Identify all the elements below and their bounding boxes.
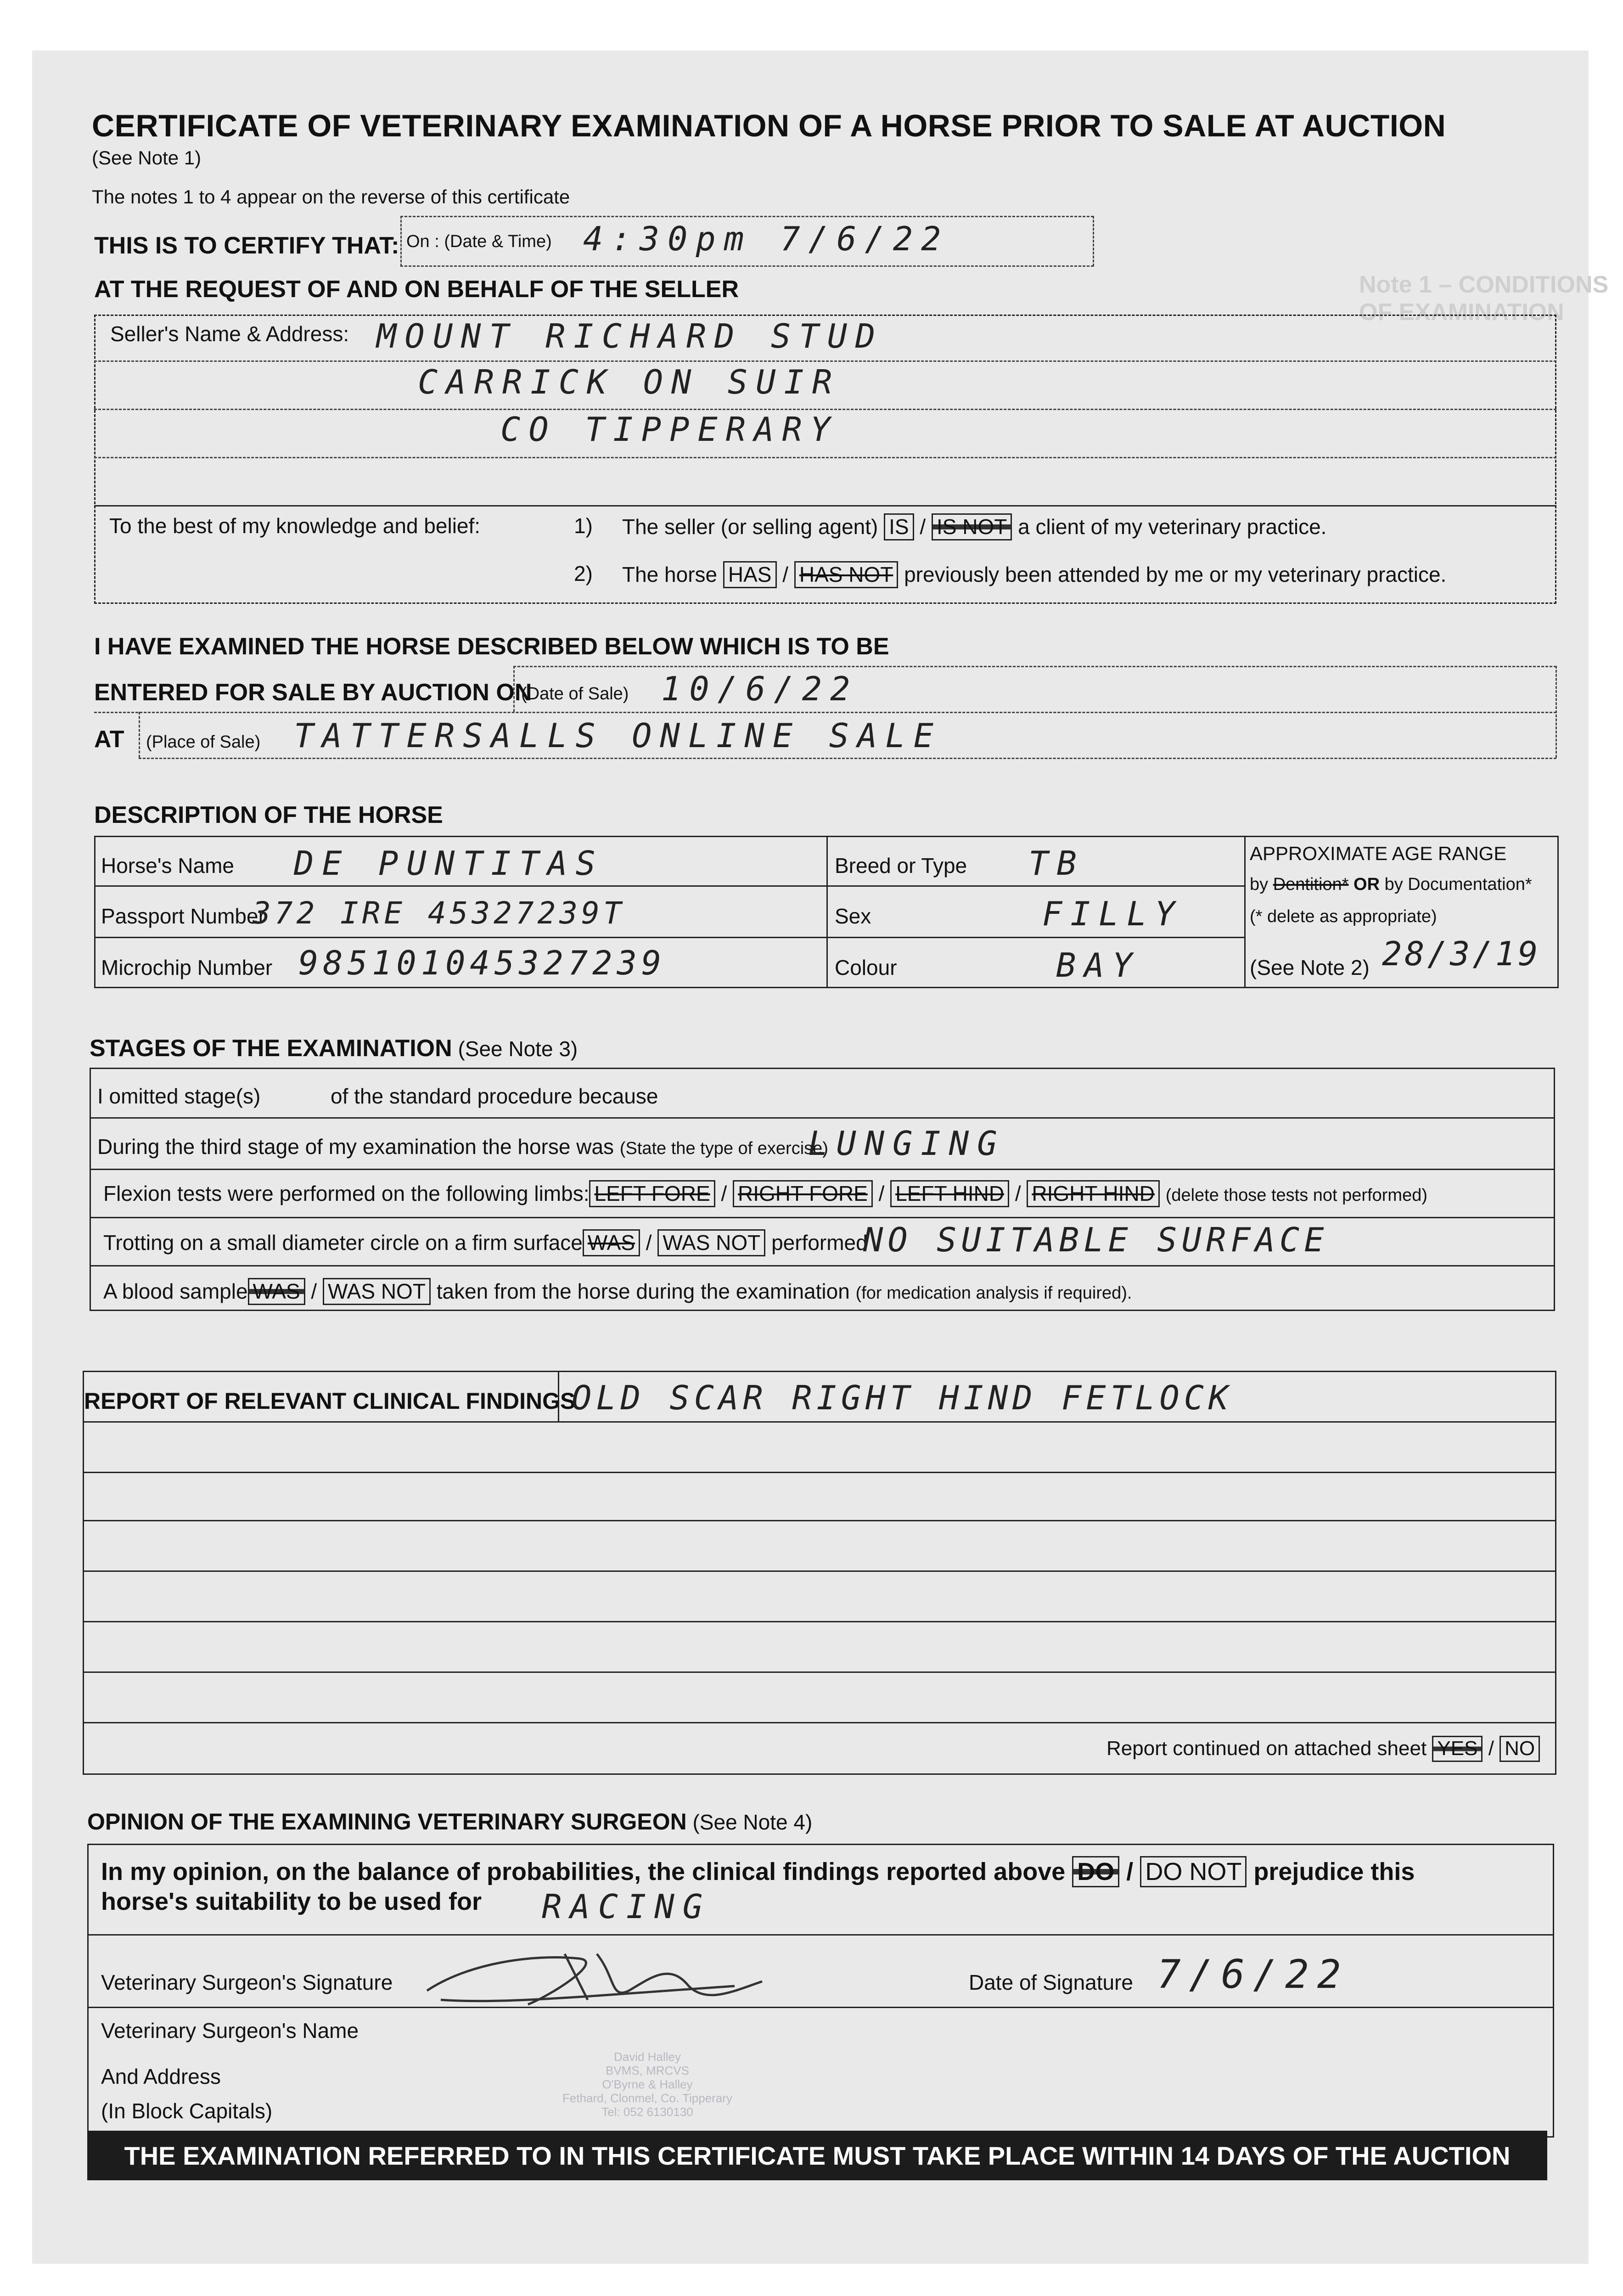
item2-number: 2) xyxy=(574,562,593,585)
footer-banner: THE EXAMINATION REFERRED TO IN THIS CERTIFICATE MUST TAKE PLACE WITHIN 14 DAYS OF THE AUCTION xyxy=(87,2131,1547,2180)
third-stage-hint: (State the type of exercise) xyxy=(619,1139,828,1158)
blood-post: taken from the horse during the examination xyxy=(436,1279,850,1303)
seller-client-pre: The seller (or selling agent) xyxy=(622,515,878,539)
stamp-line-1: David Halley xyxy=(614,2050,681,2064)
trotting-sep: / xyxy=(646,1231,652,1255)
opinion-text1: In my opinion, on the balance of probabilities, the clinical findings reported above xyxy=(101,1858,1066,1885)
flexion-sep-3: / xyxy=(1015,1182,1021,1205)
reverse-bleed-note: Note 1 – CONDITIONS OF EXAMINATION xyxy=(1359,271,1609,326)
omitted-pre: I omitted stage(s) xyxy=(97,1084,261,1108)
is-sep: / xyxy=(920,515,926,539)
seller-address-line2[interactable]: CARRICK ON SUIR xyxy=(418,363,841,401)
opinion-heading: OPINION OF THE EXAMINING VETERINARY SURGEON xyxy=(87,1809,687,1835)
request-label: AT THE REQUEST OF AND ON BEHALF OF THE SELLER xyxy=(94,276,739,303)
on-date-time-value[interactable]: 4:30pm 7/6/22 xyxy=(583,219,949,258)
is-not-option[interactable]: IS NOT xyxy=(932,513,1012,540)
omitted-post: of the standard procedure because xyxy=(331,1084,658,1108)
horse-attended-pre: The horse xyxy=(622,563,718,586)
breed-value[interactable]: TB xyxy=(1028,844,1085,883)
signature-label: Veterinary Surgeon's Signature xyxy=(101,1970,393,1994)
has-not-option[interactable]: HAS NOT xyxy=(794,561,898,588)
is-option[interactable]: IS xyxy=(884,513,914,540)
at-label: AT xyxy=(94,726,124,753)
blood-hint: (for medication analysis if required). xyxy=(855,1283,1132,1303)
description-heading: DESCRIPTION OF THE HORSE xyxy=(94,802,443,828)
vet-name-label: Veterinary Surgeon's Name xyxy=(101,2019,359,2043)
knowledge-label: To the best of my knowledge and belief: xyxy=(109,514,481,538)
sex-label: Sex xyxy=(835,904,871,928)
opinion-use-value[interactable]: RACING xyxy=(542,1887,711,1926)
colour-label: Colour xyxy=(835,956,897,979)
stamp-line-4: Fethard, Clonmel, Co. Tipperary xyxy=(562,2091,732,2105)
age-or: OR xyxy=(1353,875,1380,894)
trotting-post: performed xyxy=(771,1231,868,1255)
flexion-left-hind-option[interactable]: LEFT HIND xyxy=(890,1180,1009,1207)
signature-date-value[interactable]: 7/6/22 xyxy=(1157,1952,1349,1998)
microchip-label: Microchip Number xyxy=(101,956,273,979)
report-continued-sep: / xyxy=(1488,1737,1494,1760)
age-delete-note: (* delete as appropriate) xyxy=(1250,907,1437,926)
horse-attended-post: previously been attended by me or my veterinary practice. xyxy=(904,563,1447,586)
opinion-heading-row xyxy=(87,1808,812,1835)
opinion-do-option[interactable]: DO xyxy=(1072,1856,1119,1887)
trotting-value[interactable]: NO SUITABLE SURFACE xyxy=(863,1221,1329,1259)
opinion-statement xyxy=(101,1856,1415,1887)
opinion-sep: / xyxy=(1126,1858,1134,1885)
stamp-line-5: Tel: 052 6130130 xyxy=(601,2105,693,2119)
opinion-do-not-option[interactable]: DO NOT xyxy=(1140,1856,1247,1887)
opinion-see-note: (See Note 4) xyxy=(692,1810,813,1834)
stages-heading-row xyxy=(90,1035,578,1062)
blood-sep: / xyxy=(311,1279,317,1303)
signature-date-label: Date of Signature xyxy=(969,1970,1134,1994)
trotting-was-option[interactable]: WAS xyxy=(583,1229,640,1256)
age-see-note: (See Note 2) xyxy=(1250,956,1370,979)
notes-info: The notes 1 to 4 appear on the reverse of this certificate xyxy=(92,186,570,208)
report-continued-label: Report continued on attached sheet xyxy=(1106,1737,1427,1760)
seller-address-line3[interactable]: CO TIPPERARY xyxy=(500,410,839,449)
date-of-sale-label: (Date of Sale) xyxy=(521,684,629,703)
opinion-text2: prejudice this xyxy=(1253,1858,1415,1885)
report-findings-value[interactable]: OLD SCAR RIGHT HIND FETLOCK xyxy=(572,1379,1233,1417)
passport-label: Passport Number xyxy=(101,904,265,928)
report-heading: REPORT OF RELEVANT CLINICAL FINDINGS xyxy=(84,1388,584,1414)
seller-client-statement xyxy=(622,513,1326,540)
vet-stamp xyxy=(533,2050,762,2119)
seller-box xyxy=(94,315,1556,604)
opinion-text3: horse's suitability to be used for xyxy=(101,1888,482,1915)
flexion-right-hind-option[interactable]: RIGHT HIND xyxy=(1027,1180,1160,1207)
third-stage-statement xyxy=(97,1134,828,1159)
place-of-sale-value[interactable]: TATTERSALLS ONLINE SALE xyxy=(294,716,942,755)
third-stage-pre: During the third stage of my examination the horse was xyxy=(97,1135,614,1159)
horse-name-value[interactable]: DE PUNTITAS xyxy=(294,844,604,883)
sex-value[interactable]: FILLY xyxy=(1042,895,1183,933)
age-documentation-option[interactable]: by Documentation* xyxy=(1384,875,1532,894)
report-box xyxy=(83,1371,1556,1775)
vet-block-label: (In Block Capitals) xyxy=(101,2099,273,2123)
blood-was-not-option[interactable]: WAS NOT xyxy=(323,1278,431,1305)
flexion-pre: Flexion tests were performed on the following limbs: xyxy=(103,1182,590,1205)
colour-value[interactable]: BAY xyxy=(1056,946,1141,985)
certificate-title: CERTIFICATE OF VETERINARY EXAMINATION OF A HORSE PRIOR TO SALE AT AUCTION xyxy=(92,108,1446,143)
report-continued-statement xyxy=(1106,1736,1540,1762)
has-option[interactable]: HAS xyxy=(723,561,777,588)
stamp-line-3: O'Byrne & Halley xyxy=(602,2077,693,2091)
flexion-post: (delete those tests not performed) xyxy=(1165,1186,1427,1205)
breed-label: Breed or Type xyxy=(835,854,967,878)
stages-see-note: (See Note 3) xyxy=(458,1037,578,1061)
trotting-statement xyxy=(103,1229,868,1256)
horse-attended-statement xyxy=(622,561,1446,588)
blood-was-option[interactable]: WAS xyxy=(248,1278,305,1305)
date-of-sale-value[interactable]: 10/6/22 xyxy=(661,670,859,708)
item1-number: 1) xyxy=(574,514,593,538)
age-method xyxy=(1250,875,1532,895)
has-sep: / xyxy=(782,563,789,586)
stamp-line-2: BVMS, MRCVS xyxy=(605,2063,690,2077)
entered-label: ENTERED FOR SALE BY AUCTION ON xyxy=(94,679,532,706)
report-continued-yes-option[interactable]: YES xyxy=(1432,1736,1483,1762)
place-of-sale-label: (Place of Sale) xyxy=(146,732,261,752)
blood-pre: A blood sample xyxy=(103,1279,248,1303)
examined-label: I HAVE EXAMINED THE HORSE DESCRIBED BELOW WHICH IS TO BE xyxy=(94,633,889,660)
seller-client-post: a client of my veterinary practice. xyxy=(1018,515,1327,539)
age-by: by xyxy=(1250,875,1269,894)
age-range-heading: APPROXIMATE AGE RANGE xyxy=(1250,843,1507,864)
age-value[interactable]: 28/3/19 xyxy=(1382,934,1541,973)
flexion-left-fore-option[interactable]: LEFT FORE xyxy=(589,1180,715,1207)
seller-address-line1[interactable]: MOUNT RICHARD STUD xyxy=(376,317,884,355)
vet-address-label: And Address xyxy=(101,2065,221,2088)
on-date-time-label: On : (Date & Time) xyxy=(406,232,552,251)
signature-scribble xyxy=(413,1936,771,2018)
flexion-right-fore-option[interactable]: RIGHT FORE xyxy=(733,1180,873,1207)
microchip-value[interactable]: 985101045327239 xyxy=(298,944,666,982)
passport-value[interactable]: 372 IRE 45327239T xyxy=(253,895,625,931)
trotting-was-not-option[interactable]: WAS NOT xyxy=(657,1229,765,1256)
certify-label: THIS IS TO CERTIFY THAT: xyxy=(94,232,399,259)
flexion-sep-2: / xyxy=(878,1182,885,1205)
seller-name-address-label: Seller's Name & Address: xyxy=(110,322,349,346)
report-continued-no-option[interactable]: NO xyxy=(1499,1736,1540,1762)
blood-sample-statement xyxy=(103,1278,1132,1305)
flexion-statement xyxy=(103,1180,1427,1207)
third-stage-value[interactable]: LUNGING xyxy=(808,1124,1005,1163)
age-dentition-option[interactable]: Dentition* xyxy=(1273,875,1349,894)
title-see-note: (See Note 1) xyxy=(92,147,202,169)
horse-name-label: Horse's Name xyxy=(101,854,234,878)
stages-heading: STAGES OF THE EXAMINATION xyxy=(90,1035,452,1062)
flexion-sep-1: / xyxy=(721,1182,727,1205)
trotting-pre: Trotting on a small diameter circle on a firm surface xyxy=(103,1231,583,1255)
